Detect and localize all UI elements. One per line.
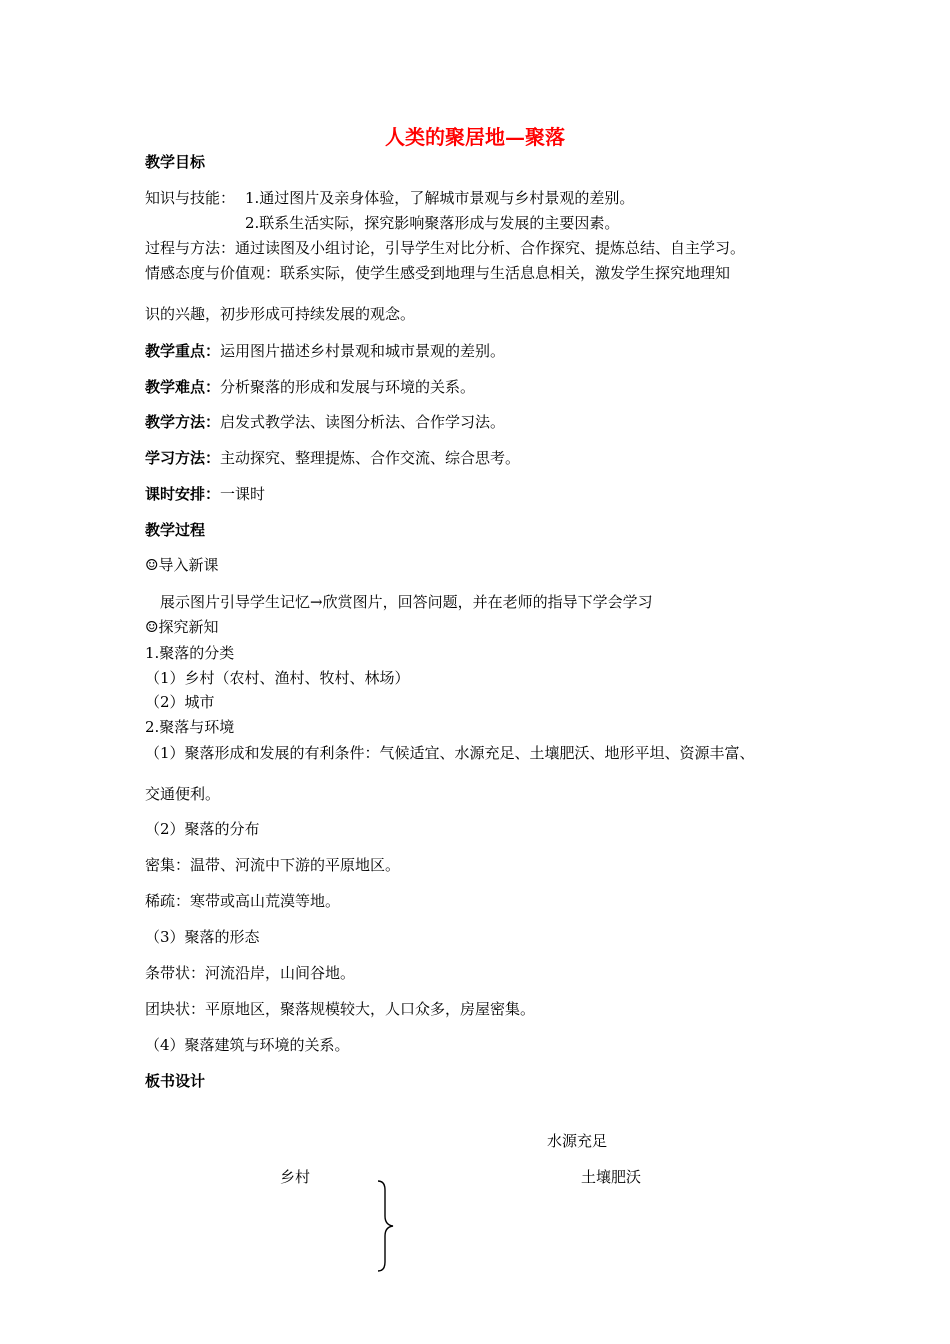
section-2-heading: 2.聚落与环境 [145,718,235,736]
emotion-line-1: 情感态度与价值观：联系实际，使学生感受到地理与生活息息相关，激发学生探究地理知 [145,264,731,282]
process-heading: 教学过程 [145,521,206,539]
emotion-line-2: 识的兴趣，初步形成可持续发展的观念。 [145,305,416,323]
intro-heading: ☺导入新课 [145,556,219,574]
section-2-item-3: （3）聚落的形态 [145,928,260,946]
teaching-method-label: 教学方法： [145,413,221,431]
board-right-item-1: 水源充足 [547,1132,608,1150]
document-title: 人类的聚居地—聚落 [385,125,565,149]
section-1-item-2: （2）城市 [145,693,215,711]
explore-heading: ☺探究新知 [145,618,219,636]
section-2-item-1-line-1: （1）聚落形成和发展的有利条件：气候适宜、水源充足、土壤肥沃、地形平坦、资源丰富、 [145,744,755,762]
schedule-row [145,484,265,504]
board-right-item-2: 土壤肥沃 [581,1168,642,1186]
section-2-item-2: （2）聚落的分布 [145,820,260,838]
difficulty-label: 教学难点： [145,378,221,396]
cluster-form: 团块状：平原地区，聚落规模较大，人口众多，房屋密集。 [145,1000,536,1018]
knowledge-label: 知识与技能： [145,189,236,207]
teaching-method-row [145,412,505,432]
key-point-row [145,341,505,361]
key-point-text: 运用图片描述乡村景观和城市景观的差别。 [220,342,506,360]
schedule-label: 课时安排： [145,485,221,503]
section-1-item-1: （1）乡村（农村、渔村、牧村、林场） [145,669,410,687]
process-method: 过程与方法：通过读图及小组讨论，引导学生对比分析、合作探究、提炼总结、自主学习。 [145,239,746,257]
knowledge-item-2: 2.联系生活实际，探究影响聚落形成与发展的主要因素。 [245,214,620,232]
learning-method-row [145,448,520,468]
objectives-heading: 教学目标 [145,153,206,171]
learning-method-label: 学习方法： [145,449,221,467]
section-2-item-4: （4）聚落建筑与环境的关系。 [145,1036,350,1054]
section-1-heading: 1.聚落的分类 [145,644,235,662]
board-brace [372,1178,402,1274]
strip-form: 条带状：河流沿岸，山间谷地。 [145,964,356,982]
section-2-item-1-line-2: 交通便利。 [145,785,221,803]
knowledge-item-1: 1.通过图片及亲身体验，了解城市景观与乡村景观的差别。 [245,189,635,207]
board-heading: 板书设计 [145,1072,206,1090]
dense-distribution: 密集：温带、河流中下游的平原地区。 [145,856,401,874]
intro-text: 展示图片引导学生记忆→欣赏图片，回答问题，并在老师的指导下学会学习 [160,593,653,611]
board-left-label: 乡村 [280,1168,311,1186]
teaching-method-text: 启发式教学法、读图分析法、合作学习法。 [220,413,506,431]
difficulty-text: 分析聚落的形成和发展与环境的关系。 [220,378,476,396]
difficulty-row [145,377,475,397]
learning-method-text: 主动探究、整理提炼、合作交流、综合思考。 [220,449,521,467]
sparse-distribution: 稀疏：寒带或高山荒漠等地。 [145,892,341,910]
key-point-label: 教学重点： [145,342,221,360]
schedule-text: 一课时 [220,485,266,503]
